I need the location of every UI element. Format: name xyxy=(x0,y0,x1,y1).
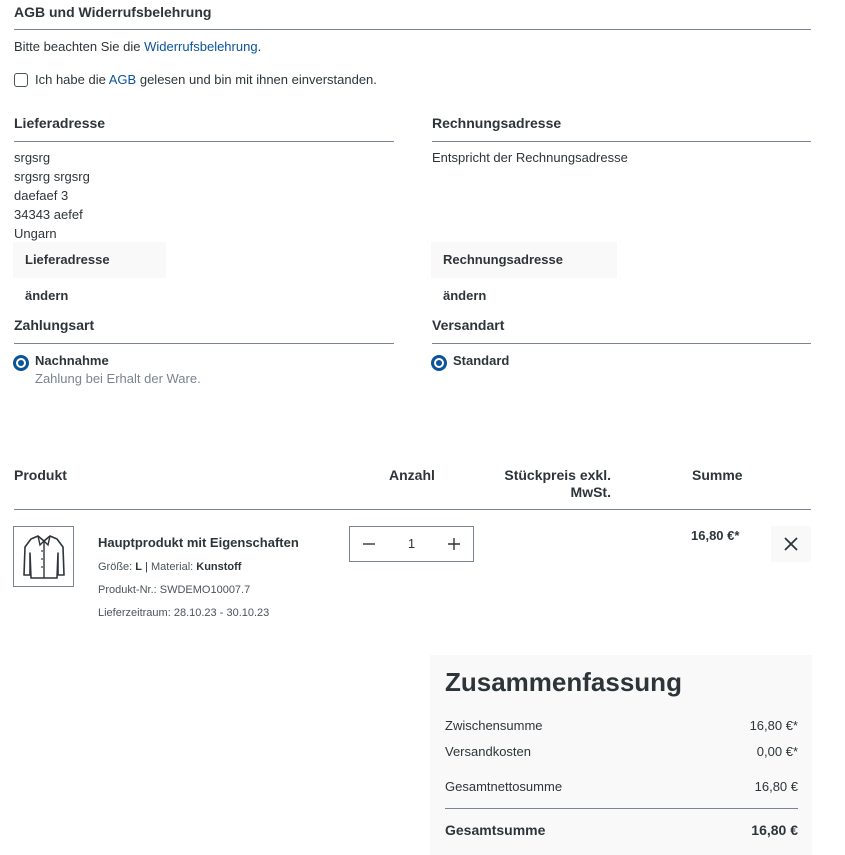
delivery-period: Lieferzeitraum: 28.10.23 - 30.10.23 xyxy=(98,607,270,619)
decrease-quantity-button[interactable] xyxy=(350,527,388,561)
quantity-value[interactable]: 1 xyxy=(407,536,416,551)
plus-icon xyxy=(447,537,461,551)
agb-notice: Bitte beachten Sie die Widerrufsbelehrung. xyxy=(14,39,262,54)
billing-address-divider xyxy=(432,141,811,142)
minus-icon xyxy=(362,537,376,551)
agb-divider xyxy=(14,29,811,30)
product-thumbnail[interactable] xyxy=(13,526,74,587)
withdrawal-link[interactable]: Widerrufsbelehrung xyxy=(144,39,258,54)
billing-address-heading: Rechnungsadresse xyxy=(432,115,562,131)
shipping-address-heading: Lieferadresse xyxy=(14,115,106,131)
summary-subtotal-row: Zwischensumme 16,80 €* xyxy=(445,718,798,733)
billing-address-text: Entspricht der Rechnungsadresse xyxy=(432,150,628,165)
shipping-address-divider xyxy=(14,141,394,142)
agb-checkbox[interactable] xyxy=(14,73,28,87)
close-icon xyxy=(784,537,798,551)
agb-checkbox-label: Ich habe die AGB gelesen und bin mit ihnen einverstanden. xyxy=(35,72,377,87)
payment-heading: Zahlungsart xyxy=(14,317,95,333)
column-product: Produkt xyxy=(14,467,67,483)
summary-title: Zusammenfassung xyxy=(445,667,682,697)
payment-radio-nachnahme[interactable] xyxy=(13,355,29,371)
address-line: srgsrg srgsrg xyxy=(14,169,90,184)
order-summary xyxy=(430,655,812,855)
shipping-radio-standard[interactable] xyxy=(431,355,447,371)
line-item-total: 16,80 €* xyxy=(691,528,740,543)
remove-item-button[interactable] xyxy=(771,526,811,562)
column-quantity: Anzahl xyxy=(389,467,435,483)
summary-total-row: Gesamtsumme 16,80 € xyxy=(445,822,798,838)
change-shipping-address-button[interactable]: Lieferadresse ändern xyxy=(13,242,166,278)
agb-heading: AGB und Widerrufsbelehrung xyxy=(14,4,212,20)
summary-shipping-row: Versandkosten 0,00 €* xyxy=(445,744,798,759)
table-header-divider xyxy=(14,509,811,510)
address-line: srgsrg xyxy=(14,150,51,165)
quantity-stepper[interactable] xyxy=(349,526,474,562)
jacket-icon xyxy=(21,533,67,581)
summary-divider xyxy=(445,808,798,809)
payment-divider xyxy=(14,343,394,344)
column-unit-price: Stückpreis exkl. MwSt. xyxy=(504,467,611,500)
shipping-method-heading: Versandart xyxy=(432,317,505,333)
payment-option-label[interactable]: Nachnahme xyxy=(35,353,109,368)
address-line: daefaef 3 xyxy=(14,188,69,203)
change-billing-address-button[interactable]: Rechnungsadresse ändern xyxy=(431,242,617,278)
increase-quantity-button[interactable] xyxy=(435,527,473,561)
column-total: Summe xyxy=(692,467,743,483)
product-name[interactable]: Hauptprodukt mit Eigenschaften xyxy=(98,535,299,550)
shipping-method-divider xyxy=(432,343,811,344)
summary-net-row: Gesamtnettosumme 16,80 € xyxy=(445,779,798,794)
product-number: Produkt-Nr.: SWDEMO10007.7 xyxy=(98,584,251,596)
payment-option-description: Zahlung bei Erhalt der Ware. xyxy=(35,371,201,386)
agb-link[interactable]: AGB xyxy=(108,72,137,87)
shipping-option-label[interactable]: Standard xyxy=(453,353,510,368)
product-properties: Größe: L | Material: Kunstoff xyxy=(98,561,242,573)
address-line: Ungarn xyxy=(14,226,57,241)
address-line: 34343 aefef xyxy=(14,207,83,222)
